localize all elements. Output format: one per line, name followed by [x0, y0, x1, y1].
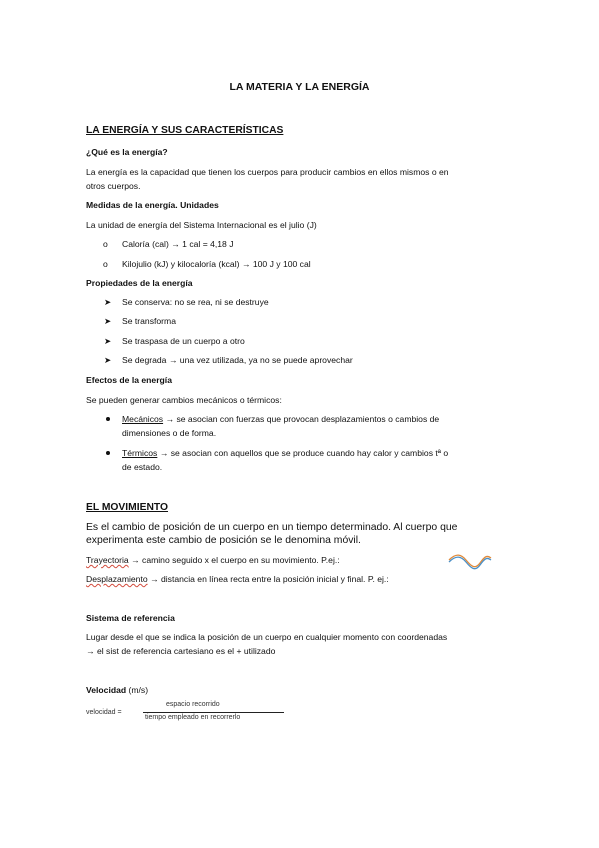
term-description: → distancia en línea recta entre la posición inicial y final. P. ej.: [147, 574, 389, 584]
subheading-propiedades: Propiedades de la energía [86, 278, 193, 288]
paragraph-line: Se pueden generar cambios mecánicos o térmicos: [86, 395, 282, 405]
arrow-bullet-icon: ➤ [104, 297, 112, 307]
paragraph-line: → el sist de referencia cartesiano es el + utilizado [86, 646, 276, 656]
velocidad-label: Velocidad [86, 685, 127, 695]
term-desplazamiento: Desplazamiento [86, 574, 148, 584]
subheading-velocidad [86, 684, 148, 696]
arrow-bullet-icon: ➤ [104, 355, 112, 365]
term-description: → camino seguido x el cuerpo en su movimiento. P.ej.: [128, 555, 340, 565]
definition-desplazamiento [86, 573, 389, 585]
paragraph-line: La unidad de energía del Sistema Internacional es el julio (J) [86, 220, 317, 230]
document-title: LA MATERIA Y LA ENERGÍA [229, 81, 370, 93]
section-heading-movimiento: EL MOVIMIENTO [86, 502, 169, 513]
dot-bullet-icon [106, 451, 110, 455]
list-item [122, 447, 448, 459]
formula-lhs: velocidad = [86, 709, 122, 716]
arrow-bullet-icon: ➤ [104, 336, 112, 346]
subheading-sistema: Sistema de referencia [86, 613, 175, 623]
paragraph-line: Lugar desde el que se indica la posición de un cuerpo en cualquier momento con coordenadas [86, 632, 448, 642]
list-item: Se conserva: no se rea, ni se destruye [122, 297, 269, 307]
term-description: → se asocian con aquellos que se produce cuando hay calor y cambios tª o [157, 448, 449, 458]
list-item-continuation: de estado. [122, 462, 163, 472]
list-item: Se traspasa de un cuerpo a otro [122, 336, 245, 346]
fraction-bar [143, 712, 284, 713]
paragraph-line: otros cuerpos. [86, 181, 141, 191]
circle-bullet-icon: o [103, 259, 108, 269]
list-item: Kilojulio (kJ) y kilocaloría (kcal) → 100 J y 100 cal [122, 259, 311, 269]
term-trayectoria: Trayectoria [86, 555, 129, 565]
arrow-bullet-icon: ➤ [104, 316, 112, 326]
dot-bullet-icon [106, 417, 110, 421]
subheading-efectos: Efectos de la energía [86, 375, 172, 385]
list-item: Se transforma [122, 316, 176, 326]
list-item [122, 413, 439, 425]
subheading-que-es: ¿Qué es la energía? [86, 147, 168, 157]
term-termicos: Térmicos [122, 448, 158, 458]
velocidad-unit: (m/s) [126, 685, 149, 695]
formula-numerator: espacio recorrido [166, 701, 220, 708]
list-item: Se degrada → una vez utilizada, ya no se puede aprovechar [122, 355, 353, 365]
paragraph-line: Es el cambio de posición de un cuerpo en un tiempo determinado. Al cuerpo que [86, 522, 458, 533]
term-description: → se asocian con fuerzas que provocan desplazamientos o cambios de [163, 414, 440, 424]
paragraph-line: La energía es la capacidad que tienen los cuerpos para producir cambios en ellos mismos o en [86, 167, 449, 177]
circle-bullet-icon: o [103, 239, 108, 249]
definition-trayectoria [86, 554, 340, 566]
term-mecanicos: Mecánicos [122, 414, 164, 424]
list-item-continuation: dimensiones o de forma. [122, 428, 217, 438]
list-item: Caloría (cal) → 1 cal = 4,18 J [122, 239, 234, 249]
paragraph-line: experimenta este cambio de posición se le denomina móvil. [86, 535, 361, 546]
subheading-medidas: Medidas de la energía. Unidades [86, 200, 219, 210]
formula-denominator: tiempo empleado en recorrerlo [145, 714, 241, 721]
trajectory-curve-orange [449, 555, 491, 567]
section-heading-energia: LA ENERGÍA Y SUS CARACTERÍSTICAS [86, 125, 284, 136]
trajectory-wave-image [447, 551, 493, 573]
trajectory-curve-blue [449, 557, 491, 569]
